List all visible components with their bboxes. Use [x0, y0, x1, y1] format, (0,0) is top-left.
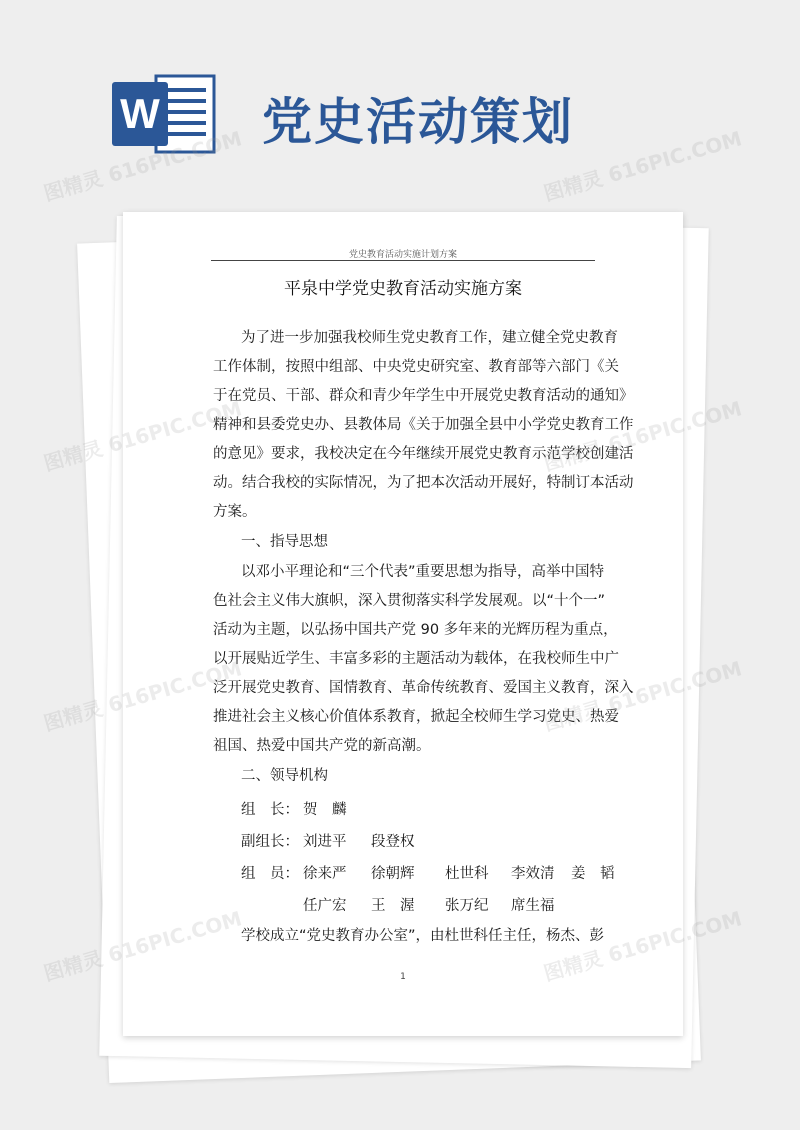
section1-line: 以开展贴近学生、丰富多彩的主题活动为载体，在我校师生中广 — [213, 651, 619, 667]
word-logo-letter: W — [120, 90, 160, 137]
section1-line: 以邓小平理论和“三个代表”重要思想为指导，高举中国特 — [241, 564, 605, 580]
member-name: 席生福 — [511, 898, 555, 914]
leader-name: 贺 麟 — [303, 802, 347, 818]
header-rule — [211, 260, 595, 261]
banner — [0, 0, 800, 200]
deputy-label: 副组长： — [241, 834, 299, 850]
intro-line: 为了进一步加强我校师生党史教育工作，建立健全党史教育 — [241, 330, 618, 346]
page-number: 1 — [400, 972, 406, 982]
intro-line: 方案。 — [213, 504, 257, 520]
member-name: 姜 韬 — [571, 866, 615, 882]
member-name: 李效清 — [511, 866, 555, 882]
member-name: 张万纪 — [445, 898, 489, 914]
watermark: 图精灵 616PIC.COM — [41, 126, 245, 206]
watermark: 图精灵 — [41, 436, 106, 476]
intro-line: 的意见》要求，我校决定在今年继续开展党史教育示范学校创建活 — [213, 446, 634, 462]
member-name: 任广宏 — [303, 898, 347, 914]
watermark: 图精灵 — [41, 696, 106, 736]
section1-line: 祖国、热爱中国共产党的新高潮。 — [213, 738, 431, 754]
section1-line: 色社会主义伟大旗帜，深入贯彻落实科学发展观。以“十个一” — [213, 593, 606, 609]
watermark: 图精灵 616PIC.COM — [541, 126, 745, 206]
member-name: 杜世科 — [445, 866, 489, 882]
section1-line: 活动为主题，以弘扬中国共产党 90 多年来的光辉历程为重点， — [213, 622, 618, 638]
banner-title: 党史活动策划 — [262, 92, 574, 151]
intro-line: 动。结合我校的实际情况，为了把本次活动开展好，特制订本活动 — [213, 475, 634, 491]
intro-line: 于在党员、干部、群众和青少年学生中开展党史教育活动的通知》 — [213, 388, 634, 404]
intro-line: 精神和县委党史办、县教体局《关于加强全县中小学党史教育工作 — [213, 417, 634, 433]
closing-line: 学校成立“党史教育办公室”，由杜世科任主任，杨杰、彭 — [241, 928, 605, 944]
section-heading: 一、指导思想 — [241, 534, 328, 550]
word-document-icon — [112, 72, 216, 156]
document-page — [123, 212, 683, 1036]
member-name: 徐朝辉 — [371, 866, 415, 882]
document-title: 平泉中学党史教育活动实施方案 — [284, 279, 522, 299]
deputy-name: 段登权 — [371, 834, 415, 850]
leader-label: 组 长： — [241, 802, 299, 818]
section-heading: 二、领导机构 — [241, 768, 328, 784]
intro-line: 工作体制，按照中组部、中央党史研究室、教育部等六部门《关 — [213, 359, 619, 375]
watermark: 图精灵 — [41, 946, 106, 986]
running-header: 党史教育活动实施计划方案 — [348, 250, 457, 260]
members-label: 组 员： — [241, 866, 299, 882]
section1-line: 推进社会主义核心价值体系教育，掀起全校师生学习党史、热爱 — [213, 709, 619, 725]
member-name: 王 渥 — [371, 898, 415, 914]
member-name: 徐来严 — [303, 866, 347, 882]
deputy-name: 刘进平 — [303, 834, 347, 850]
section1-line: 泛开展党史教育、国情教育、革命传统教育、爱国主义教育，深入 — [213, 680, 634, 696]
